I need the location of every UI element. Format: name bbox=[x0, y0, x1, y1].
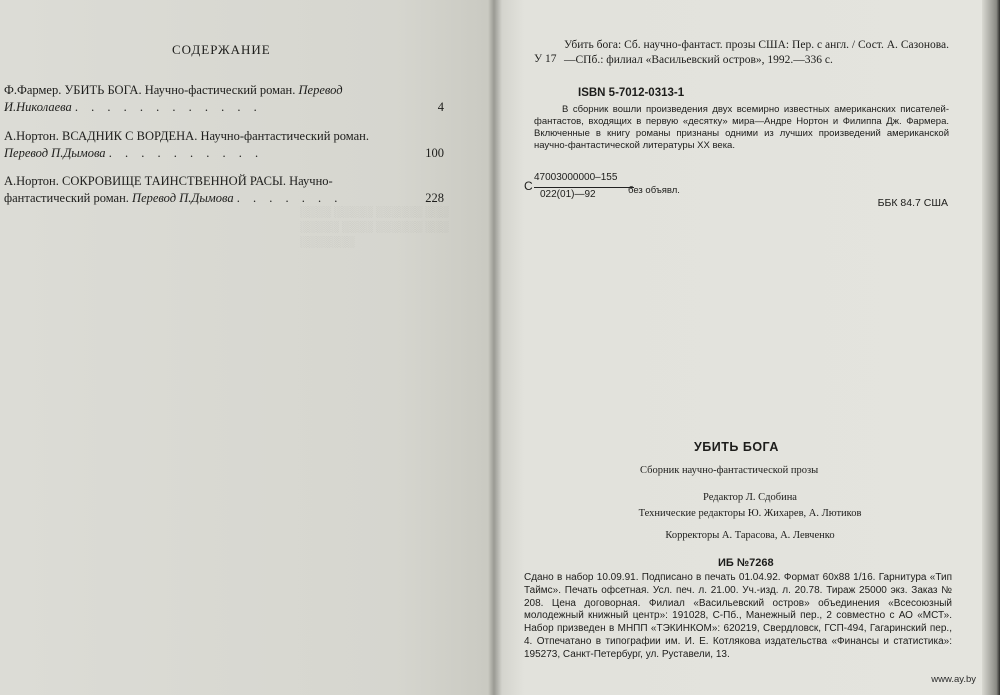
toc-translator: Перевод П.Дымова bbox=[4, 146, 106, 160]
toc-page-number: 228 bbox=[425, 191, 444, 205]
book-spine-shadow bbox=[488, 0, 502, 695]
toc-author: А.Нортон. bbox=[4, 129, 59, 143]
contents-heading: СОДЕРЖАНИЕ bbox=[172, 42, 271, 57]
toc-translator: Перевод П.Дымова bbox=[132, 191, 234, 205]
toc-author: Ф.Фармер. bbox=[4, 83, 62, 97]
toc-leader-dots: . . . . . . . . . . . . bbox=[74, 100, 262, 114]
fraction-denominator: 022(01)—92 bbox=[540, 189, 596, 200]
correctors: Корректоры А. Тарасова, А. Левченко bbox=[665, 530, 835, 541]
left-page bbox=[0, 0, 494, 695]
tech-editors: Технические редакторы Ю. Жихарев, А. Лютиков bbox=[638, 508, 862, 519]
watermark: www.ay.by bbox=[931, 674, 976, 685]
book-title: УБИТЬ БОГА bbox=[694, 440, 779, 454]
fraction-note: без объявл. bbox=[628, 185, 680, 196]
credits bbox=[620, 490, 880, 544]
book-subtitle: Сборник научно-фантастической прозы bbox=[640, 465, 819, 476]
imprint: Сдано в набор 10.09.91. Подписано в печать 01.04.92. Формат 60x88 1/16. Гарнитура «Тип Таймс». Печать офсетная. Усл. печ. л. 21.00. Уч.-изд. л. 20.78. Тираж 25000 экз. Заказ № 208. Цена договорная. Филиал «Васильевский остров» объединения «Всесоюзный молодежный книжный центр»: 191028, С-Пб., Манежный пер., 2 совместно с АО «МСТ». Набор призведен в МНПП «ТЭКИНКОМ»: 620219, Свердловск, ГСП-494, Гагаринский пер., 4. Отпечатано в типографии им. И. Е. Котлякова издательства «Финансы и статистика»: 195273, Санкт-Петербург, ул. Руставели, 13. bbox=[524, 572, 952, 660]
toc-genre: Научно-фантастический роман. bbox=[200, 129, 369, 143]
page-edge bbox=[982, 0, 1000, 695]
toc-page-number: 100 bbox=[425, 146, 444, 160]
toc-leader-dots: . . . . . . . bbox=[236, 191, 343, 205]
bbk-code: ББК 84.7 США bbox=[877, 197, 948, 209]
fraction-numerator: 47003000000–155 bbox=[534, 172, 618, 183]
toc-entry-2 bbox=[4, 128, 444, 162]
toc-author: А.Нортон. bbox=[4, 174, 59, 188]
toc-title: УБИТЬ БОГА. bbox=[64, 83, 142, 97]
toc-page-number: 4 bbox=[437, 100, 444, 114]
bleed-through-text: ░░░░ ░░░░░ ░░░░░░ ░░░ ░░░░░ ░░░░ ░░░░░░ ░░░ ░░░░░░░ bbox=[300, 206, 449, 248]
toc-leader-dots: . . . . . . . . . . bbox=[108, 146, 264, 160]
annotation bbox=[534, 104, 949, 152]
toc-entry-3 bbox=[4, 173, 444, 207]
toc-title: СОКРОВИЩЕ ТАИНСТВЕННОЙ РАСЫ. bbox=[62, 174, 286, 188]
toc-entry-1 bbox=[4, 82, 444, 116]
toc-genre: Научно-фастический роман. bbox=[144, 83, 296, 97]
toc-title: ВСАДНИК С ВОРДЕНА. bbox=[62, 129, 198, 143]
fraction-prefix: С bbox=[524, 179, 533, 193]
bibliographic-record: Убить бога: Сб. научно-фантаст. прозы США: Пер. с англ. / Сост. А. Сазонова.—СПб.: филиал «Васильевский остров», 1992.—336 с. bbox=[564, 39, 949, 66]
classification-code: У 17 bbox=[534, 53, 557, 65]
editor: Редактор Л. Сдобина bbox=[703, 492, 797, 503]
ib-number: ИБ №7268 bbox=[718, 557, 774, 569]
fraction-line bbox=[534, 187, 634, 188]
annotation-text: В сборник вошли произведения двух всемирно известных американских писателей-фантастов, входящих в первую «десятку» мира—Андре Нортон и Филиппа Дж. Фармера. Включенные в книгу романы признаны одними из лучших произведений американской научно-фантастической литературы XX века. bbox=[534, 104, 949, 151]
toc-genre: Научно-фантастический роман. bbox=[4, 174, 333, 205]
isbn: ISBN 5-7012-0313-1 bbox=[578, 87, 685, 99]
toc-translator: Перевод И.Николаева bbox=[4, 83, 343, 114]
